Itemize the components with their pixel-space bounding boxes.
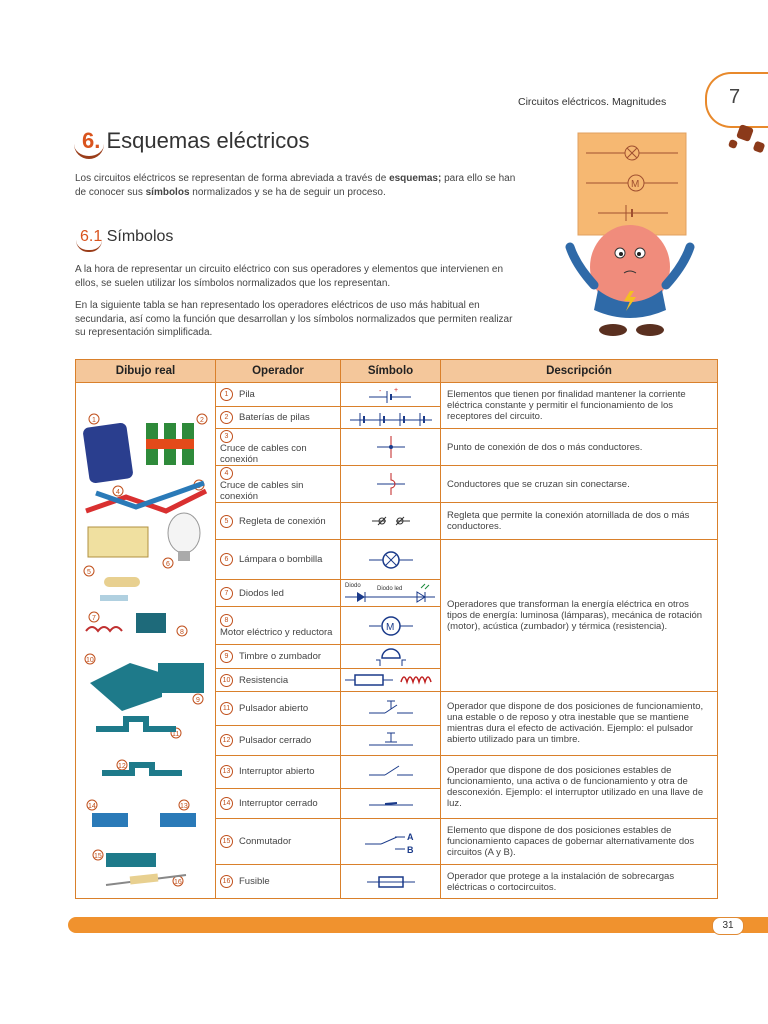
buzzer-symbol-icon [366, 646, 416, 668]
operator-name: Pulsador cerrado [239, 734, 312, 746]
battery-symbol-icon [361, 386, 421, 404]
symbol-cell [341, 503, 441, 540]
body-paragraph: A la hora de representar un circuito eléctrico con sus operadores y elementos que intervienen en ellos, se suelen utilizar los símbolos normalizados que los representan. [75, 264, 504, 289]
operator-name: Regleta de conexión [239, 515, 326, 527]
header-operador: Operador [216, 360, 341, 383]
operator-name: Conmutador [239, 836, 292, 847]
symbol-cell [341, 865, 441, 899]
svg-text:+: + [393, 386, 398, 394]
svg-text:-: - [378, 387, 381, 395]
operator-cell [216, 607, 341, 645]
operator-cell [216, 466, 341, 503]
motor-symbol-icon [361, 613, 421, 639]
svg-text:1: 1 [92, 417, 96, 424]
row-number-badge: 2 [220, 411, 233, 424]
operator-name: Motor eléctrico y reductora [220, 626, 333, 638]
operator-name: Cruce de cables con conexión [220, 442, 307, 465]
svg-text:10: 10 [86, 657, 94, 664]
operator-cell [216, 645, 341, 669]
fuse-symbol-icon [361, 872, 421, 892]
header-simbolo: Símbolo [341, 360, 441, 383]
operator-cell [216, 540, 341, 580]
symbols-table [75, 359, 718, 899]
footer-bar [68, 917, 768, 933]
row-number-badge: 1 [220, 388, 233, 401]
svg-text:Diodo: Diodo [344, 583, 361, 590]
operator-cell [216, 407, 341, 429]
header-dibujo: Dibujo real [76, 360, 216, 383]
description-cell: Regleta que permite la conexión atornillada de dos o más conductores. [441, 503, 718, 540]
operator-cell [216, 789, 341, 819]
svg-text:5: 5 [87, 569, 91, 576]
svg-text:8: 8 [180, 629, 184, 636]
row-number-badge: 10 [220, 674, 233, 687]
row-number-badge: 9 [220, 650, 233, 663]
description-cell: Operador que protege a la instalación de sobrecargas eléctricas o cortocircuitos. [441, 865, 718, 899]
section-number: 6. [82, 128, 101, 153]
lamp-symbol-icon [361, 548, 421, 572]
symbol-cell [341, 645, 441, 669]
subsection-title-text: Símbolos [106, 228, 174, 245]
svg-text:3: 3 [197, 483, 201, 490]
svg-text:6: 6 [166, 561, 170, 568]
operator-name: Pulsador abierto [239, 702, 309, 714]
symbol-cell [341, 692, 441, 725]
svg-text:12: 12 [118, 763, 126, 770]
section-title-text: Esquemas eléctricos [106, 128, 310, 153]
operator-name: Timbre o zumbador [239, 651, 322, 663]
operator-name: Cruce de cables sin conexión [220, 479, 304, 502]
real-drawings-cell [76, 383, 216, 899]
terminal-block-symbol-icon [366, 511, 416, 531]
cartoon-character-illustration [558, 125, 718, 340]
row-number-badge: 11 [220, 702, 233, 715]
row-number-badge: 4 [220, 467, 233, 480]
operator-cell [216, 503, 341, 540]
operator-name: Lámpara o bombilla [239, 554, 323, 566]
decor-square [753, 141, 766, 154]
closed-pushbutton-symbol-icon [361, 729, 421, 751]
symbol-cell [341, 669, 441, 692]
operator-name: Fusible [239, 876, 270, 887]
row-number-badge: 14 [220, 797, 233, 810]
operator-cell [216, 865, 341, 899]
changeover-switch-symbol-icon [359, 827, 423, 857]
description-cell: Conductores que se cruzan sin conectarse. [441, 466, 718, 503]
svg-text:11: 11 [172, 731, 180, 738]
operator-name: Interruptor abierto [239, 766, 315, 778]
row-number-badge: 16 [220, 875, 233, 888]
svg-text:B: B [406, 844, 413, 855]
row-number-badge: 7 [220, 587, 233, 600]
description-cell: Punto de conexión de dos o más conductores. [441, 429, 718, 466]
symbol-cell [341, 407, 441, 429]
operator-name: Pila [239, 389, 255, 400]
row-number-badge: 3 [220, 430, 233, 443]
symbol-cell [341, 466, 441, 503]
closed-switch-symbol-icon [361, 793, 421, 815]
subsection-number: 6.1 [80, 228, 103, 245]
unconnected-cross-symbol-icon [371, 469, 411, 499]
row-number-badge: 13 [220, 765, 233, 778]
svg-text:A: A [406, 831, 413, 842]
symbol-cell [341, 429, 441, 466]
subsection-underline [76, 240, 102, 252]
description-cell: Operador que dispone de dos posiciones de funcionamiento, una estable o de reposo y otra inestable que se mantiene mientras dura el efecto de activación. Ejemplo: el pulsador abierto utilizado para un timbre. [441, 692, 718, 755]
intro-paragraph: Los circuitos eléctricos se representan de forma abreviada a través de esquemas; para ello se han de conocer sus símbolos normalizados y se ha de seguir un proceso. [75, 173, 516, 198]
svg-text:15: 15 [94, 853, 102, 860]
svg-text:9: 9 [196, 697, 200, 704]
row-number-badge: 15 [220, 835, 233, 848]
decor-square [728, 139, 738, 149]
chapter-tab [705, 72, 768, 128]
operator-name: Resistencia [239, 674, 289, 686]
svg-text:4: 4 [116, 489, 120, 496]
section-title [82, 128, 309, 154]
symbol-cell [341, 789, 441, 819]
page-number: 31 [712, 917, 744, 935]
operator-cell [216, 429, 341, 466]
open-switch-symbol-icon [361, 761, 421, 783]
component-photos-illustration [76, 383, 216, 895]
symbol-cell [341, 540, 441, 580]
symbol-cell [341, 580, 441, 607]
svg-text:Diodo led: Diodo led [376, 586, 402, 593]
table-row [76, 383, 718, 407]
description-cell: Operador que dispone de dos posiciones estables de funcionamiento, una activa o de funcionamiento y otra de desconexión. Ejemplo: el interruptor utilizado en una llave de luz. [441, 755, 718, 818]
operator-cell [216, 669, 341, 692]
row-number-badge: 8 [220, 614, 233, 627]
row-number-badge: 6 [220, 553, 233, 566]
body-paragraph: En la siguiente tabla se han representado los operadores eléctricos de uso más habitual en secundaria, así como la función que desarrollan y los símbolos normalizados que permiten realizar su representación simplificada. [75, 300, 513, 338]
battery-bank-symbol-icon [346, 409, 436, 427]
description-cell: Operadores que transforman la energía eléctrica en otros tipos de energía: luminosa (lámparas), mecánica de rotación (motor), acústica (zumbador) y térmica (resistencia). [441, 540, 718, 692]
header-descripcion: Descripción [441, 360, 718, 383]
operator-cell [216, 580, 341, 607]
symbol-cell [341, 383, 441, 407]
svg-text:16: 16 [174, 879, 182, 886]
operator-cell [216, 755, 341, 788]
description-cell: Elemento que dispone de dos posiciones estables de funcionamiento capaces de gobernar alternativamente dos circuitos (A y B). [441, 819, 718, 865]
description-cell: Elementos que tienen por finalidad mantener la corriente eléctrica constante y permitir el funcionamiento de los receptores del circuito. [441, 383, 718, 429]
operator-cell [216, 692, 341, 725]
svg-text:2: 2 [200, 417, 204, 424]
operator-name: Diodos led [239, 587, 284, 599]
svg-text:M: M [631, 179, 640, 190]
operator-cell [216, 819, 341, 865]
svg-text:M: M [385, 621, 394, 633]
connected-cross-symbol-icon [371, 432, 411, 462]
running-title: Circuitos eléctricos. Magnitudes [518, 96, 667, 108]
operator-name: Interruptor cerrado [239, 798, 318, 809]
symbol-cell [341, 755, 441, 788]
row-number-badge: 5 [220, 515, 233, 528]
operator-cell [216, 383, 341, 407]
resistor-symbol-icon [343, 670, 439, 690]
diode-symbol-icon [343, 580, 439, 606]
svg-text:13: 13 [180, 803, 188, 810]
section-underline [74, 144, 104, 159]
table-header-row [76, 360, 718, 383]
operator-cell [216, 725, 341, 755]
symbol-cell [341, 607, 441, 645]
chapter-number: 7 [729, 86, 741, 108]
open-pushbutton-symbol-icon [361, 697, 421, 719]
symbol-cell [341, 819, 441, 865]
operator-name: Baterías de pilas [239, 412, 310, 423]
row-number-badge: 12 [220, 734, 233, 747]
svg-text:7: 7 [92, 615, 96, 622]
svg-text:14: 14 [88, 803, 96, 810]
symbol-cell [341, 725, 441, 755]
